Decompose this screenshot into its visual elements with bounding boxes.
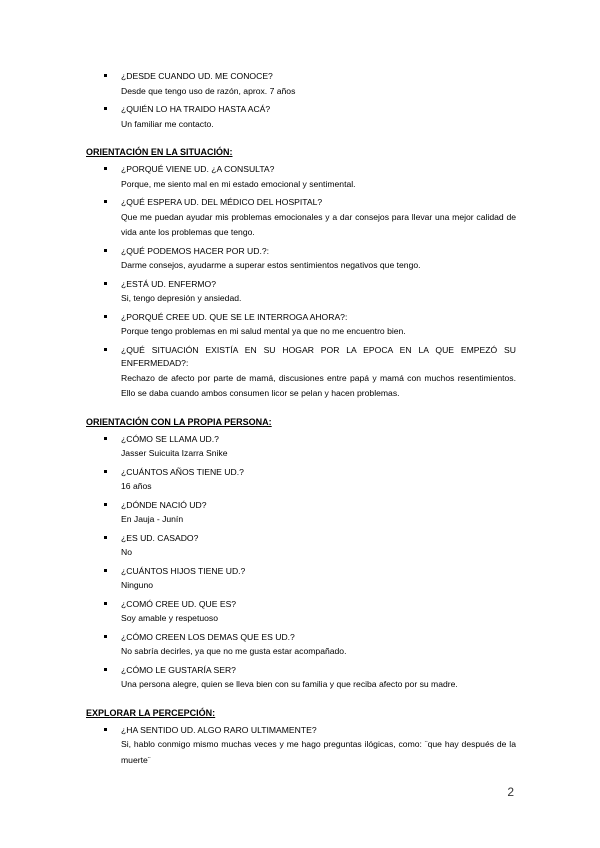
answer-text: En Jauja - Junín [121,514,184,524]
question-text: ¿PORQUÉ VIENE UD. ¿A CONSULTA? [121,164,275,174]
section [86,146,516,402]
answer-text: Si, tengo depresión y ansiedad. [121,293,242,303]
question-text: ¿CUÁNTOS HIJOS TIENE UD.? [121,565,246,576]
list-item [86,103,516,132]
question-text: ¿HA SENTIDO UD. ALGO RARO ULTIMAMENTE? [121,724,317,735]
list-item [86,245,516,274]
section-heading: ORIENTACIÓN CON LA PROPIA PERSONA: [86,416,272,427]
bullet-icon [104,503,107,506]
question-text: ¿PORQUÉ CREE UD. QUE SE LE INTERROGA AHORA?: [121,311,348,322]
list-item [86,278,516,307]
list-item [86,344,516,402]
bullet-icon [104,536,107,539]
bullet-icon [104,348,107,351]
question-text: ¿QUÉ ESPERA UD. DEL MÉDICO DEL HOSPITAL? [121,197,323,207]
answer-text: Soy amable y respetuoso [121,613,218,623]
section-heading: ORIENTACIÓN EN LA SITUACIÓN: [86,147,233,157]
list-item [86,466,516,495]
question-text: ¿COMÓ CREE UD. QUE ES? [121,598,237,609]
bullet-icon [104,602,107,605]
list-item [86,631,516,660]
section [86,416,516,693]
list-item [86,724,516,769]
question-text: ¿QUIÉN LO HA TRAIDO HASTA ACÁ? [121,104,271,114]
answer-text: Un familiar me contacto. [121,118,214,129]
document-content [86,70,516,772]
question-text: ¿CÓMO LE GUSTARÍA SER? [121,664,236,675]
list-item [86,499,516,528]
bullet-icon [104,437,107,440]
answer-text: Porque, me siento mal en mi estado emocional y sentimental. [121,178,356,189]
answer-text: 16 años [121,481,152,491]
list-item [86,433,516,462]
bullet-icon [104,569,107,572]
bullet-icon [104,728,107,731]
list-item [86,70,516,99]
bullet-icon [104,668,107,671]
answer-text: No [121,547,132,557]
bullet-icon [104,167,107,170]
bullet-icon [104,470,107,473]
list-item [86,163,516,192]
list-item [86,532,516,561]
page-number: 2 [507,785,514,799]
answer-text: Porque tengo problemas en mi salud mental ya que no me encuentro bien. [121,326,406,336]
bullet-icon [104,635,107,638]
answer-text: Desde que tengo uso de razón, aprox. 7 años [121,85,296,96]
section [86,70,516,132]
answer-text: Una persona alegre, quien se lleva bien con su familia y que reciba afecto por su madre. [121,679,458,689]
question-text: ¿DÓNDE NACIÓ UD? [121,499,207,510]
bullet-icon [104,107,107,110]
list-item [86,565,516,594]
question-text: ¿QUÉ SITUACIÓN EXISTÍA EN SU HOGAR POR LA EPOCA EN LA QUE EMPEZÓ SU ENFERMEDAD?: [121,344,516,368]
section [86,707,516,769]
answer-text: Darme consejos, ayudarme a superar estos sentimientos negativos que tengo. [121,260,421,270]
bullet-icon [104,74,107,77]
question-text: ¿DESDE CUANDO UD. ME CONOCE? [121,71,273,81]
answer-text: Rechazo de afecto por parte de mamá, discusiones entre papá y mamá con muchos resentimientos. Ello se daba cuando ambos consumen licor se pelan y hacen problemas. [121,372,516,398]
answer-text: Jasser Suicuita Izarra Snike [121,448,228,458]
question-text: ¿CUÁNTOS AÑOS TIENE UD.? [121,466,244,477]
answer-text: Ninguno [121,580,154,590]
question-text: ¿ES UD. CASADO? [121,532,199,543]
list-item [86,311,516,340]
answer-text: Si, hablo conmigo mismo muchas veces y me hago preguntas ilógicas, como: ¨que hay después de la muerte¨ [121,739,516,765]
list-item [86,196,516,241]
bullet-icon [104,200,107,203]
bullet-icon [104,315,107,318]
section-heading: EXPLORAR LA PERCEPCIÓN: [86,707,216,718]
question-text: ¿CÓMO CREEN LOS DEMAS QUE ES UD.? [121,631,295,642]
answer-text: No sabría decirles, ya que no me gusta estar acompañado. [121,646,347,656]
bullet-icon [104,249,107,252]
question-text: ¿QUÉ PODEMOS HACER POR UD.?: [121,245,270,256]
list-item [86,664,516,693]
question-text: ¿CÓMO SE LLAMA UD.? [121,433,219,444]
question-text: ¿ESTÁ UD. ENFERMO? [121,278,217,289]
answer-text: Que me puedan ayudar mis problemas emocionales y a dar consejos para llevar una mejor calidad de vida ante los problemas que tengo. [121,211,516,237]
bullet-icon [104,282,107,285]
list-item [86,598,516,627]
